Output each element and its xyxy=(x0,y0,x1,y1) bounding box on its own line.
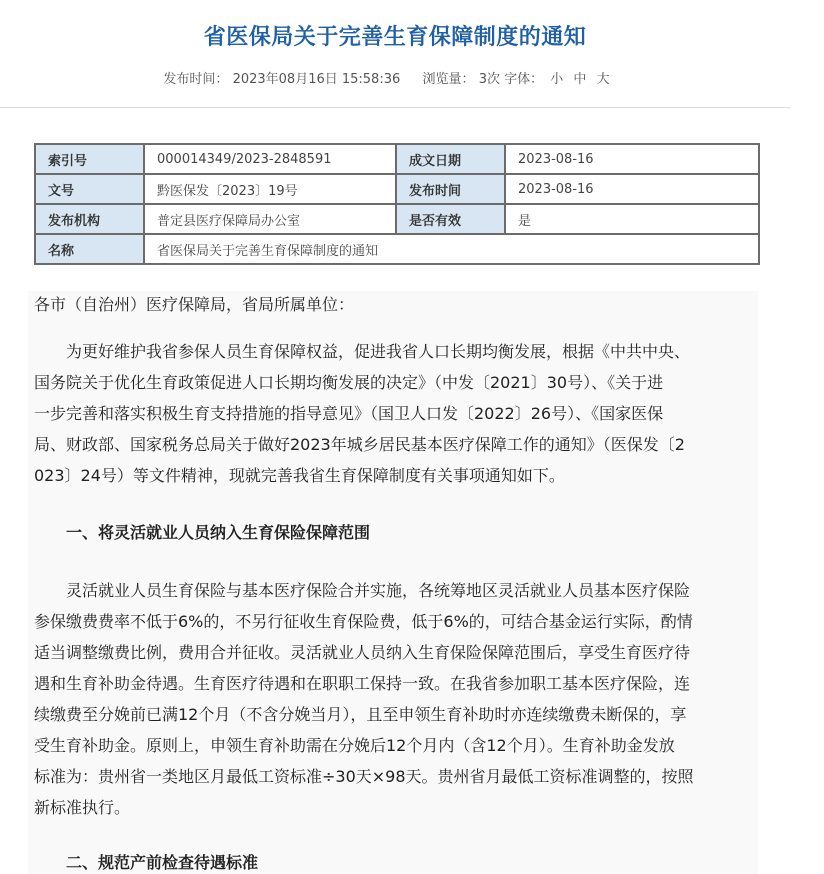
paragraph-line: 023〕24号）等文件精神，现就完善我省生育保障制度有关事项通知如下。 xyxy=(34,466,565,485)
paragraph-line: 标准为：贵州省一类地区月最低工资标准÷30天×98天。贵州省月最低工资标准调整的，按照 xyxy=(34,767,694,786)
date-label: 成文日期 xyxy=(396,144,505,174)
index-value: 000014349/2023-2848591 xyxy=(144,144,396,174)
name-label: 名称 xyxy=(35,234,144,264)
publish-time-label: 发布时间： xyxy=(163,72,229,87)
table-row xyxy=(35,144,759,174)
valid-label: 是否有效 xyxy=(396,204,505,234)
intro-paragraph xyxy=(34,336,758,491)
name-value: 省医保局关于完善生育保障制度的通知 xyxy=(144,234,759,264)
paragraph-line: 新标准执行。 xyxy=(34,798,131,817)
publish-date-label: 发布时间 xyxy=(396,174,505,204)
page-title: 省医保局关于完善生育保障制度的通知 xyxy=(203,25,587,50)
views-count: 3次 xyxy=(478,72,500,87)
paragraph-line: 适当调整缴费比例，费用合并征收。灵活就业人员纳入生育保险保障范围后，享受生育医疗待 xyxy=(34,643,691,662)
paragraph-line: 遇和生育补助金待遇。生育医疗待遇和在职职工保持一致。在我省参加职工基本医疗保险，连 xyxy=(34,674,691,693)
date-value: 2023-08-16 xyxy=(505,144,759,174)
paragraph-line: 国务院关于优化生育政策促进人口长期均衡发展的决定》（中发〔2021〕30号）、《关于进 xyxy=(34,373,664,392)
paragraph-line: 局、财政部、国家税务总局关于做好2023年城乡居民基本医疗保障工作的通知》（医保发〔2 xyxy=(34,435,685,454)
font-size-label: 字体： xyxy=(504,72,544,87)
doc-number-label: 文号 xyxy=(35,174,144,204)
section1-paragraph xyxy=(34,575,758,823)
index-label: 索引号 xyxy=(35,144,144,174)
table-row xyxy=(35,174,759,204)
org-value: 普定县医疗保障局办公室 xyxy=(144,204,396,234)
font-size-medium-button[interactable]: 中 xyxy=(573,72,587,87)
publish-time: 2023年08月16日 15:58:36 xyxy=(232,72,401,87)
paragraph-line: 续缴费至分娩前已满12个月（不含分娩当月），且至申领生育补助时亦连续缴费未断保的，享 xyxy=(34,705,687,724)
paragraph-line: 灵活就业人员生育保险与基本医疗保险合并实施，各统筹地区灵活就业人员基本医疗保险 xyxy=(66,581,691,600)
document-info-table xyxy=(34,143,760,265)
divider xyxy=(0,107,790,108)
table-row xyxy=(35,234,759,264)
font-size-small-button[interactable]: 小 xyxy=(550,72,564,87)
salutation: 各市（自治州）医疗保障局，省局所属单位： xyxy=(34,295,355,314)
section-heading-2: 二、规范产前检查待遇标准 xyxy=(66,853,259,872)
article-meta xyxy=(0,68,776,87)
publish-date-value: 2023-08-16 xyxy=(505,174,759,204)
paragraph-line: 为更好维护我省参保人员生育保障权益，促进我省人口长期均衡发展，根据《中共中央、 xyxy=(66,342,691,361)
doc-number-value: 黔医保发〔2023〕19号 xyxy=(144,174,396,204)
section-heading-1: 一、将灵活就业人员纳入生育保险保障范围 xyxy=(66,523,371,542)
table-row xyxy=(35,204,759,234)
paragraph-line: 一步完善和落实积极生育支持措施的指导意见》（国卫人口发〔2022〕26号）、《国家医保 xyxy=(34,404,664,423)
views-label: 浏览量： xyxy=(422,72,475,87)
paragraph-line: 参保缴费费率不低于6%的，不另行征收生育保险费，低于6%的，可结合基金运行实际，酌情 xyxy=(34,612,693,631)
font-size-large-button[interactable]: 大 xyxy=(596,72,610,87)
org-label: 发布机构 xyxy=(35,204,144,234)
valid-value: 是 xyxy=(505,204,759,234)
paragraph-line: 受生育补助金。原则上，申领生育补助需在分娩后12个月内（含12个月）。生育补助金发放 xyxy=(34,736,675,755)
